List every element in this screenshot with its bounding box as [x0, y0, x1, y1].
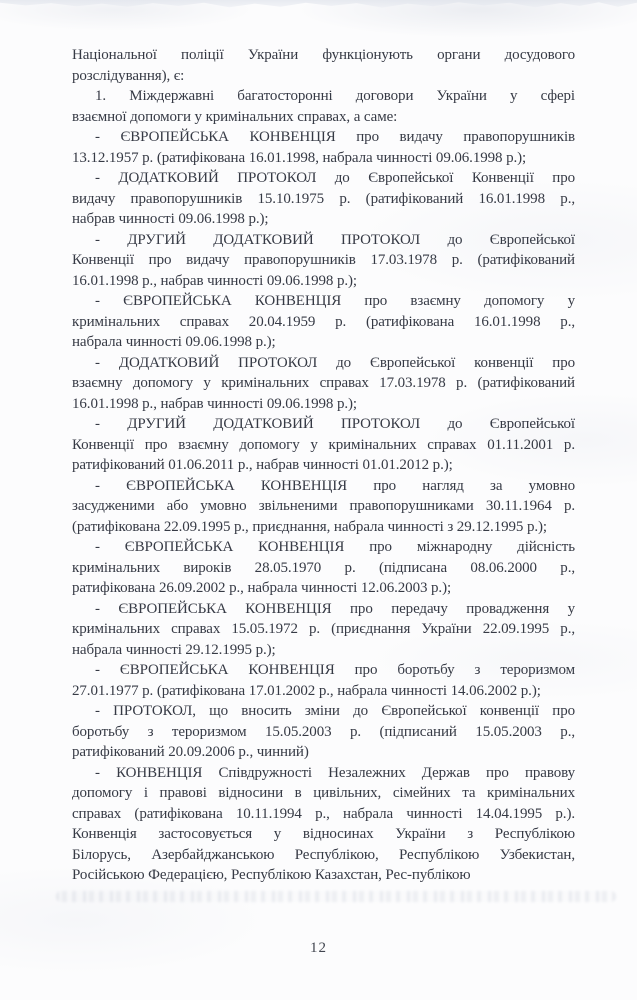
- text-line: розслідування), є:: [72, 67, 185, 84]
- document-text: [72, 45, 575, 886]
- text-line: взаємної допомоги у кримінальних справах, а саме:: [72, 108, 398, 125]
- text-line: 16.01.1998 р., набрав чинності 09.06.1998 р.);: [72, 272, 358, 289]
- text-line: 16.01.1998 р., набрав чинності 09.06.1998 р.);: [72, 395, 358, 412]
- text-line: засудженими або умовно звільненими правопорушниками 30.11.1964 р.: [72, 498, 575, 514]
- text-line: 13.12.1957 р. (ратифікована 16.01.1998, набрала чинності 09.06.1998 р.);: [72, 149, 527, 166]
- text-line: - ДОДАТКОВИЙ ПРОТОКОЛ до Європейської Конвенції про: [95, 170, 575, 186]
- text-line: ратифікована 26.09.2002 р., набрала чинності 12.06.2003 р.);: [72, 580, 452, 596]
- text-line: - ЄВРОПЕЙСЬКА КОНВЕНЦІЯ про нагляд за умовно: [95, 477, 575, 494]
- text-line: Білорусь, Азербайджанською Республікою, Республікою Узбекистан,: [72, 846, 575, 863]
- text-line: Конвенція застосовується у відносинах України з Республікою: [72, 826, 575, 842]
- text-line: - ДРУГИЙ ДОДАТКОВИЙ ПРОТОКОЛ до Європейської: [95, 416, 575, 432]
- text-line: набрав чинності 09.06.1998 р.);: [72, 211, 269, 227]
- text-line: ратифікований 01.06.2011 р., набрав чинності 01.01.2012 р.);: [72, 457, 453, 473]
- text-line: - ЄВРОПЕЙСЬКА КОНВЕНЦІЯ про взаємну допомогу у: [95, 293, 575, 309]
- scan-top-edge-artifact: [0, 0, 637, 9]
- text-line: взаємну допомогу у кримінальних справах 17.03.1978 р. (ратифікований: [72, 375, 575, 391]
- text-line: ратифікований 20.09.2006 р., чинний): [72, 744, 309, 760]
- text-line: - КОНВЕНЦІЯ Співдружності Незалежних Держав про правову: [95, 764, 575, 781]
- text-line: - ДОДАТКОВИЙ ПРОТОКОЛ до Європейської конвенції про: [95, 354, 575, 371]
- bleedthrough-text-artifact: [56, 891, 616, 902]
- text-line: видачу правопорушників 15.10.1975 р. (ратифікований 16.01.1998 р.,: [72, 190, 575, 207]
- text-line: Конвенції про взаємну допомогу у кримінальних справах 01.11.2001 р.: [72, 436, 575, 453]
- text-line: 1. Міждержавні багатосторонні договори України у сфері: [95, 88, 575, 104]
- text-line: - ДРУГИЙ ДОДАТКОВИЙ ПРОТОКОЛ до Європейської: [95, 231, 575, 248]
- text-line: - ЄВРОПЕЙСЬКА КОНВЕНЦІЯ про боротьбу з тероризмом: [95, 662, 575, 678]
- text-line: - ЄВРОПЕЙСЬКА КОНВЕНЦІЯ про передачу провадження у: [95, 600, 575, 617]
- page-number: 12: [310, 940, 327, 956]
- text-line: - ЄВРОПЕЙСЬКА КОНВЕНЦІЯ про міжнародну дійсність: [95, 539, 575, 555]
- text-line: Конвенції про видачу правопорушників 17.03.1978 р. (ратифікований: [72, 252, 575, 268]
- text-line: набрала чинності 29.12.1995 р.);: [72, 641, 276, 658]
- text-line: кримінальних справах 20.04.1959 р. (ратифікована 16.01.1998 р.,: [72, 313, 575, 330]
- text-line: допомогу і правові відносини в цивільних, сімейних та кримінальних: [72, 785, 575, 801]
- text-line: - ПРОТОКОЛ, що вносить зміни до Європейської конвенції про: [95, 703, 575, 719]
- text-line: Національної поліції України функціонують органи досудового: [72, 47, 575, 63]
- text-line: 27.01.1977 р. (ратифікована 17.01.2002 р., набрала чинності 14.06.2002 р.);: [72, 682, 541, 699]
- text-line: (ратифікована 22.09.1995 р., приєднання, набрала чинності з 29.12.1995 р.);: [72, 518, 547, 535]
- text-line: боротьбу з тероризмом 15.05.2003 р. (підписаний 15.05.2003 р.,: [72, 723, 575, 740]
- text-line: Російською Федерацією, Республікою Казахстан, Рес-публікою: [72, 867, 471, 883]
- text-line: кримінальних вироків 28.05.1970 р. (підписана 08.06.2000 р.,: [72, 559, 575, 576]
- text-line: - ЄВРОПЕЙСЬКА КОНВЕНЦІЯ про видачу правопорушників: [95, 129, 575, 145]
- text-line: кримінальних справах 15.05.1972 р. (приєднання України 22.09.1995 р.,: [72, 621, 575, 637]
- text-line: набрала чинності 09.06.1998 р.);: [72, 334, 276, 350]
- text-line: справах (ратифікована 10.11.1994 р., набрала чинності 14.04.1995 р.).: [72, 805, 575, 822]
